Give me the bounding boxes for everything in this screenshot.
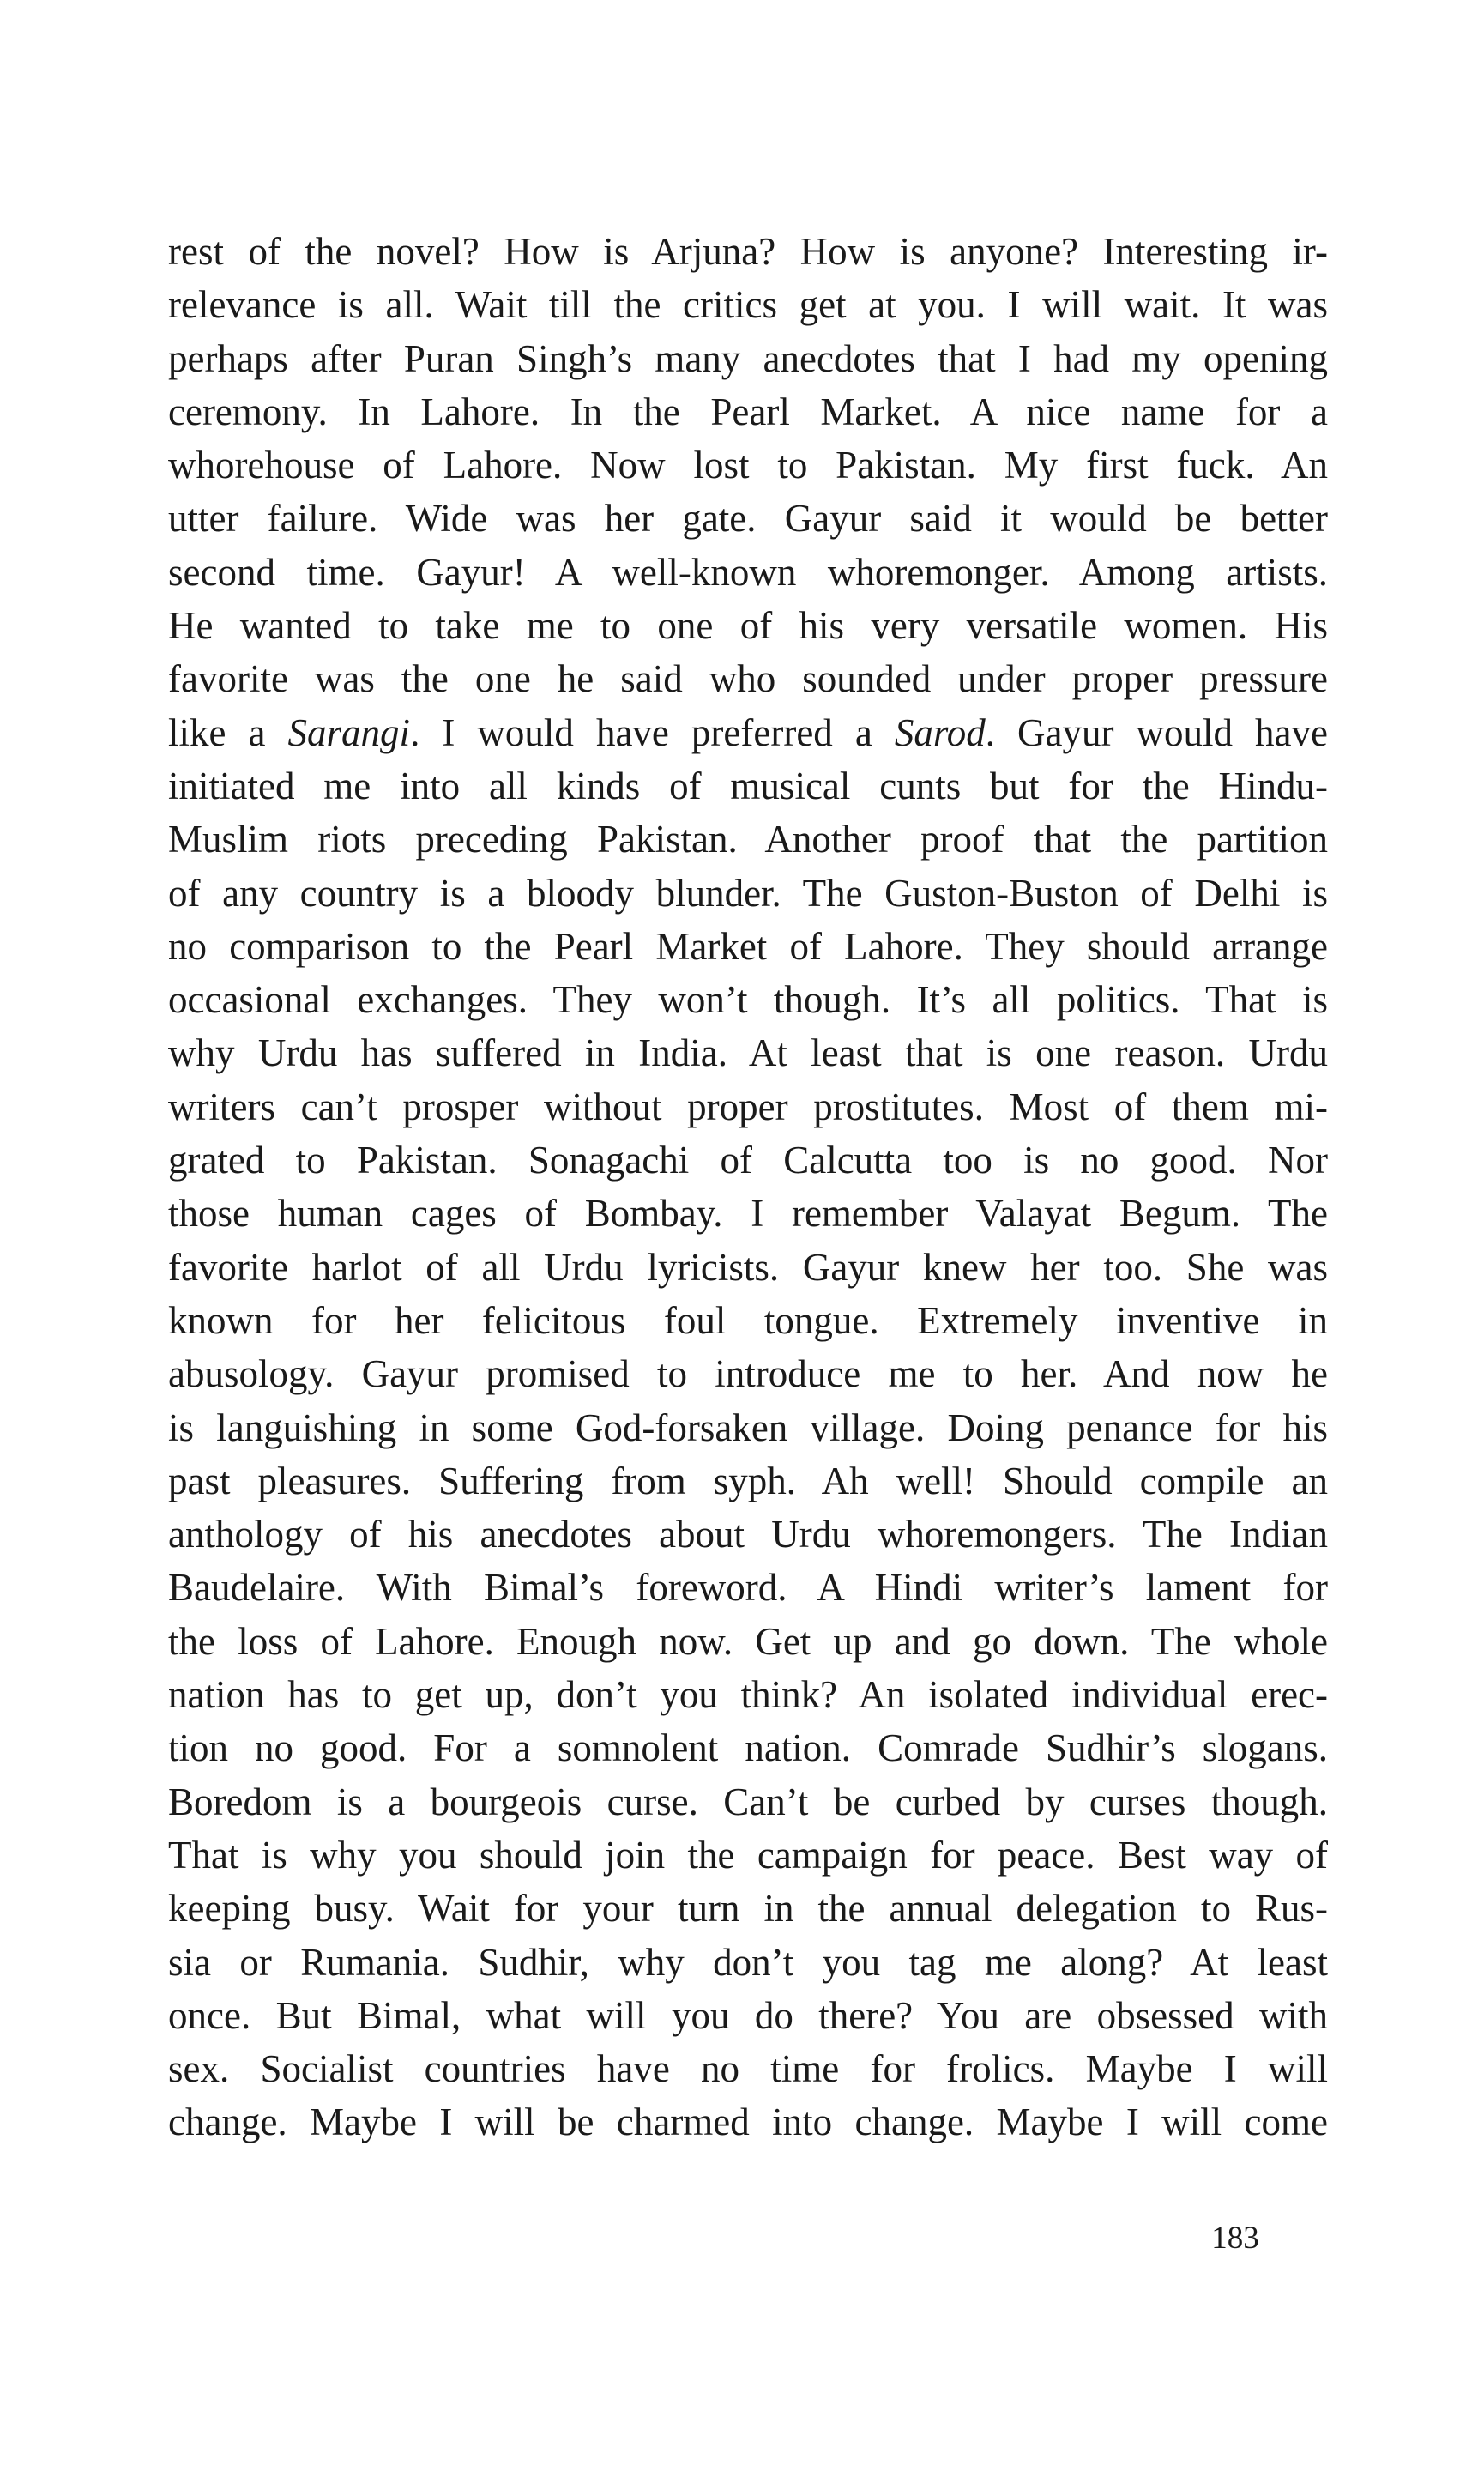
italic-word: Sarod (894, 710, 986, 754)
text-line: why Urdu has suffered in India. At least that is one reason. Urdu (168, 1031, 1328, 1075)
text-line: favorite was the one he said who sounded under proper pressure (168, 657, 1328, 701)
text-line: like a Sarangi. I would have preferred a Sarod. Gayur would have (168, 710, 1328, 754)
text-line: He wanted to take me to one of his very versatile women. His (168, 604, 1328, 648)
text-line: sia or Rumania. Sudhir, why don’t you tag me along? At least (168, 1940, 1328, 1984)
text-line: Muslim riots preceding Pakistan. Another proof that the partition (168, 818, 1328, 861)
text-line: utter failure. Wide was her gate. Gayur said it would be better (168, 497, 1328, 541)
text-line: occasional exchanges. They won’t though. It’s all politics. That is (168, 978, 1328, 1022)
text-line: of any country is a bloody blunder. The Guston-Buston of Delhi is (168, 871, 1328, 915)
text-line: tion no good. For a somnolent nation. Comrade Sudhir’s slogans. (168, 1726, 1328, 1770)
page-number: 183 (1211, 2221, 1259, 2256)
body-text (168, 225, 1328, 2149)
text-line: perhaps after Puran Singh’s many anecdotes that I had my opening (168, 336, 1328, 380)
text-line: those human cages of Bombay. I remember Valayat Begum. The (168, 1192, 1328, 1236)
text-line: second time. Gayur! A well-known whoremonger. Among artists. (168, 550, 1328, 594)
text-line: grated to Pakistan. Sonagachi of Calcutta too is no good. Nor (168, 1139, 1328, 1182)
text-line: relevance is all. Wait till the critics get at you. I will wait. It was (168, 283, 1328, 327)
text-line: ceremony. In Lahore. In the Pearl Market. A nice name for a (168, 390, 1328, 433)
italic-word: Sarangi (287, 710, 411, 754)
text-line: writers can’t prosper without proper prostitutes. Most of them mi- (168, 1085, 1328, 1128)
text-line: That is why you should join the campaign for peace. Best way of (168, 1833, 1328, 1877)
text-line: whorehouse of Lahore. Now lost to Pakistan. My first fuck. An (168, 444, 1328, 487)
text-line: anthology of his anecdotes about Urdu whoremongers. The Indian (168, 1513, 1328, 1556)
text-line: no comparison to the Pearl Market of Lahore. They should arrange (168, 924, 1328, 968)
text-line: change. Maybe I will be charmed into change. Maybe I will come (168, 2100, 1328, 2144)
text-line: keeping busy. Wait for your turn in the annual delegation to Rus- (168, 1887, 1328, 1931)
text-line: rest of the novel? How is Arjuna? How is anyone? Interesting ir- (168, 230, 1328, 273)
text-line: sex. Socialist countries have no time for frolics. Maybe I will (168, 2047, 1328, 2091)
text-line: initiated me into all kinds of musical cunts but for the Hindu- (168, 764, 1328, 807)
text-line: once. But Bimal, what will you do there? You are obsessed with (168, 1993, 1328, 2037)
text-line: Boredom is a bourgeois curse. Can’t be curbed by curses though. (168, 1780, 1328, 1823)
text-line: known for her felicitous foul tongue. Extremely inventive in (168, 1298, 1328, 1342)
text-line: Baudelaire. With Bimal’s foreword. A Hindi writer’s lament for (168, 1566, 1328, 1610)
text-line: past pleasures. Suffering from syph. Ah well! Should compile an (168, 1459, 1328, 1502)
text-line: is languishing in some God-forsaken village. Doing penance for his (168, 1405, 1328, 1449)
text-line: abusology. Gayur promised to introduce me to her. And now he (168, 1352, 1328, 1396)
text-line: the loss of Lahore. Enough now. Get up and go down. The whole (168, 1619, 1328, 1663)
text-line: favorite harlot of all Urdu lyricists. Gayur knew her too. She was (168, 1245, 1328, 1289)
text-line: nation has to get up, don’t you think? An isolated individual erec- (168, 1673, 1328, 1717)
